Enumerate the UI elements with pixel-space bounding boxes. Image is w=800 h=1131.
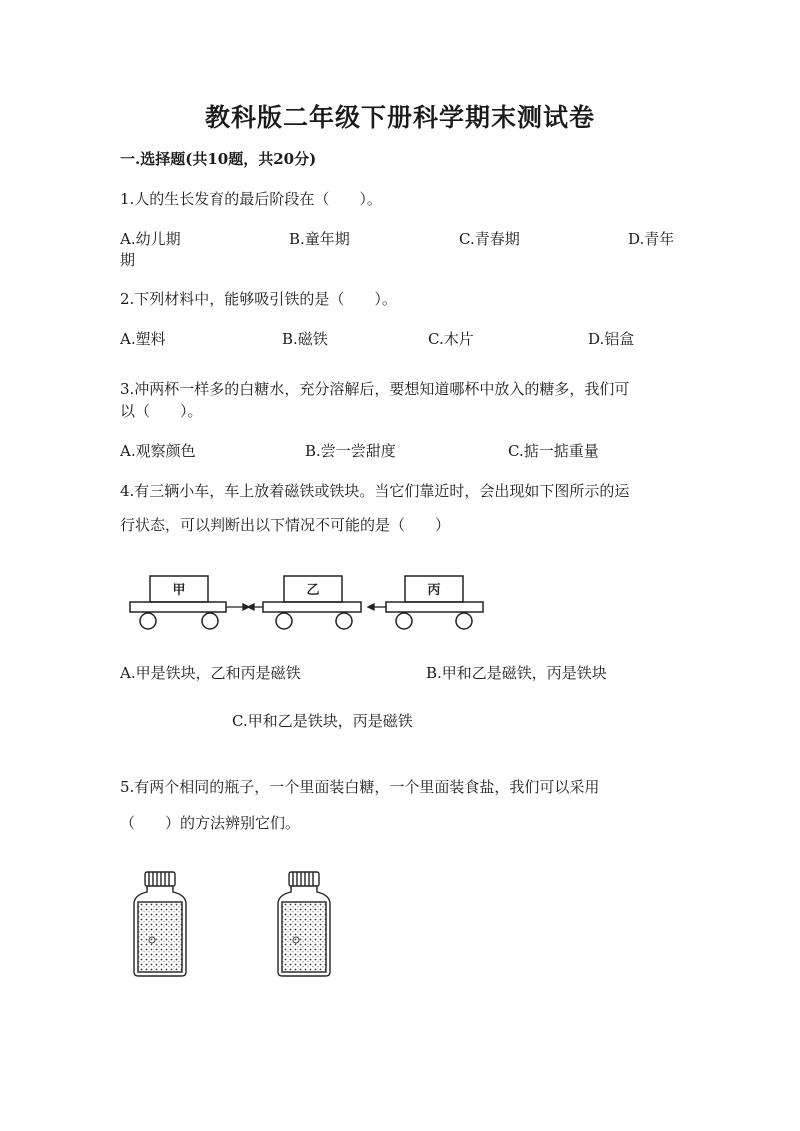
q2-option-d[interactable]: D.铝盒: [588, 330, 635, 348]
cart-wheel: [456, 613, 472, 629]
q1-option-d[interactable]: D.青年: [628, 230, 675, 248]
carts-figure: [126, 570, 486, 640]
cart-label-bing: 丙: [427, 583, 441, 598]
cart-wheel: [336, 613, 352, 629]
question-2-stem: 2.下列材料中，能够吸引铁的是（ ）。: [120, 290, 397, 308]
question-4-stem-line1: 4.有三辆小车，车上放着磁铁或铁块。当它们靠近时，会出现如下图所示的运: [120, 482, 630, 500]
section-heading: 一.选择题(共10题，共20分): [120, 150, 317, 168]
cart-label-yi: 乙: [306, 583, 320, 598]
q4-option-c[interactable]: C.甲和乙是铁块，丙是磁铁: [232, 712, 413, 730]
q1-option-a[interactable]: A.幼儿期: [120, 230, 181, 248]
cart-label-jia: 甲: [172, 583, 186, 598]
cart-platform-jia: [130, 602, 226, 612]
arrow-head: [368, 604, 374, 610]
cart-platform-bing: [386, 602, 483, 612]
question-5-stem-line1: 5.有两个相同的瓶子，一个里面装白糖，一个里面装食盐，我们可以采用: [120, 778, 600, 796]
cart-wheel: [276, 613, 292, 629]
q2-option-a[interactable]: A.塑料: [120, 330, 166, 348]
arrow-head: [248, 604, 254, 610]
q3-option-a[interactable]: A.观察颜色: [120, 442, 196, 460]
cart-platform-yi: [263, 602, 361, 612]
q2-option-c[interactable]: C.木片: [428, 330, 474, 348]
question-1-stem: 1.人的生长发育的最后阶段在（ ）。: [120, 190, 382, 208]
q3-option-c[interactable]: C.掂一掂重量: [508, 442, 599, 460]
q4-option-a[interactable]: A.甲是铁块，乙和丙是磁铁: [120, 664, 301, 682]
q4-option-b[interactable]: B.甲和乙是磁铁，丙是铁块: [426, 664, 607, 682]
jar-left-icon: [130, 868, 190, 978]
question-3-stem-line2: 以（ ）。: [120, 402, 203, 420]
cart-wheel: [396, 613, 412, 629]
question-4-stem-line2: 行状态，可以判断出以下情况不可能的是（ ）: [120, 516, 451, 534]
q1-option-c[interactable]: C.青春期: [459, 230, 520, 248]
question-5-stem-line2: （ ）的方法辨别它们。: [120, 814, 301, 832]
question-3-stem-line1: 3.冲两杯一样多的白糖水，充分溶解后，要想知道哪杯中放入的糖多，我们可: [120, 380, 630, 398]
q1-option-b[interactable]: B.童年期: [289, 230, 350, 248]
q2-option-b[interactable]: B.磁铁: [282, 330, 328, 348]
cart-wheel: [202, 613, 218, 629]
cart-wheel: [140, 613, 156, 629]
page-title: 教科版二年级下册科学期末测试卷: [204, 103, 595, 132]
q1-option-d-wrap: 期: [120, 251, 136, 269]
jar-right-icon: [274, 868, 334, 978]
q3-option-b[interactable]: B.尝一尝甜度: [305, 442, 396, 460]
